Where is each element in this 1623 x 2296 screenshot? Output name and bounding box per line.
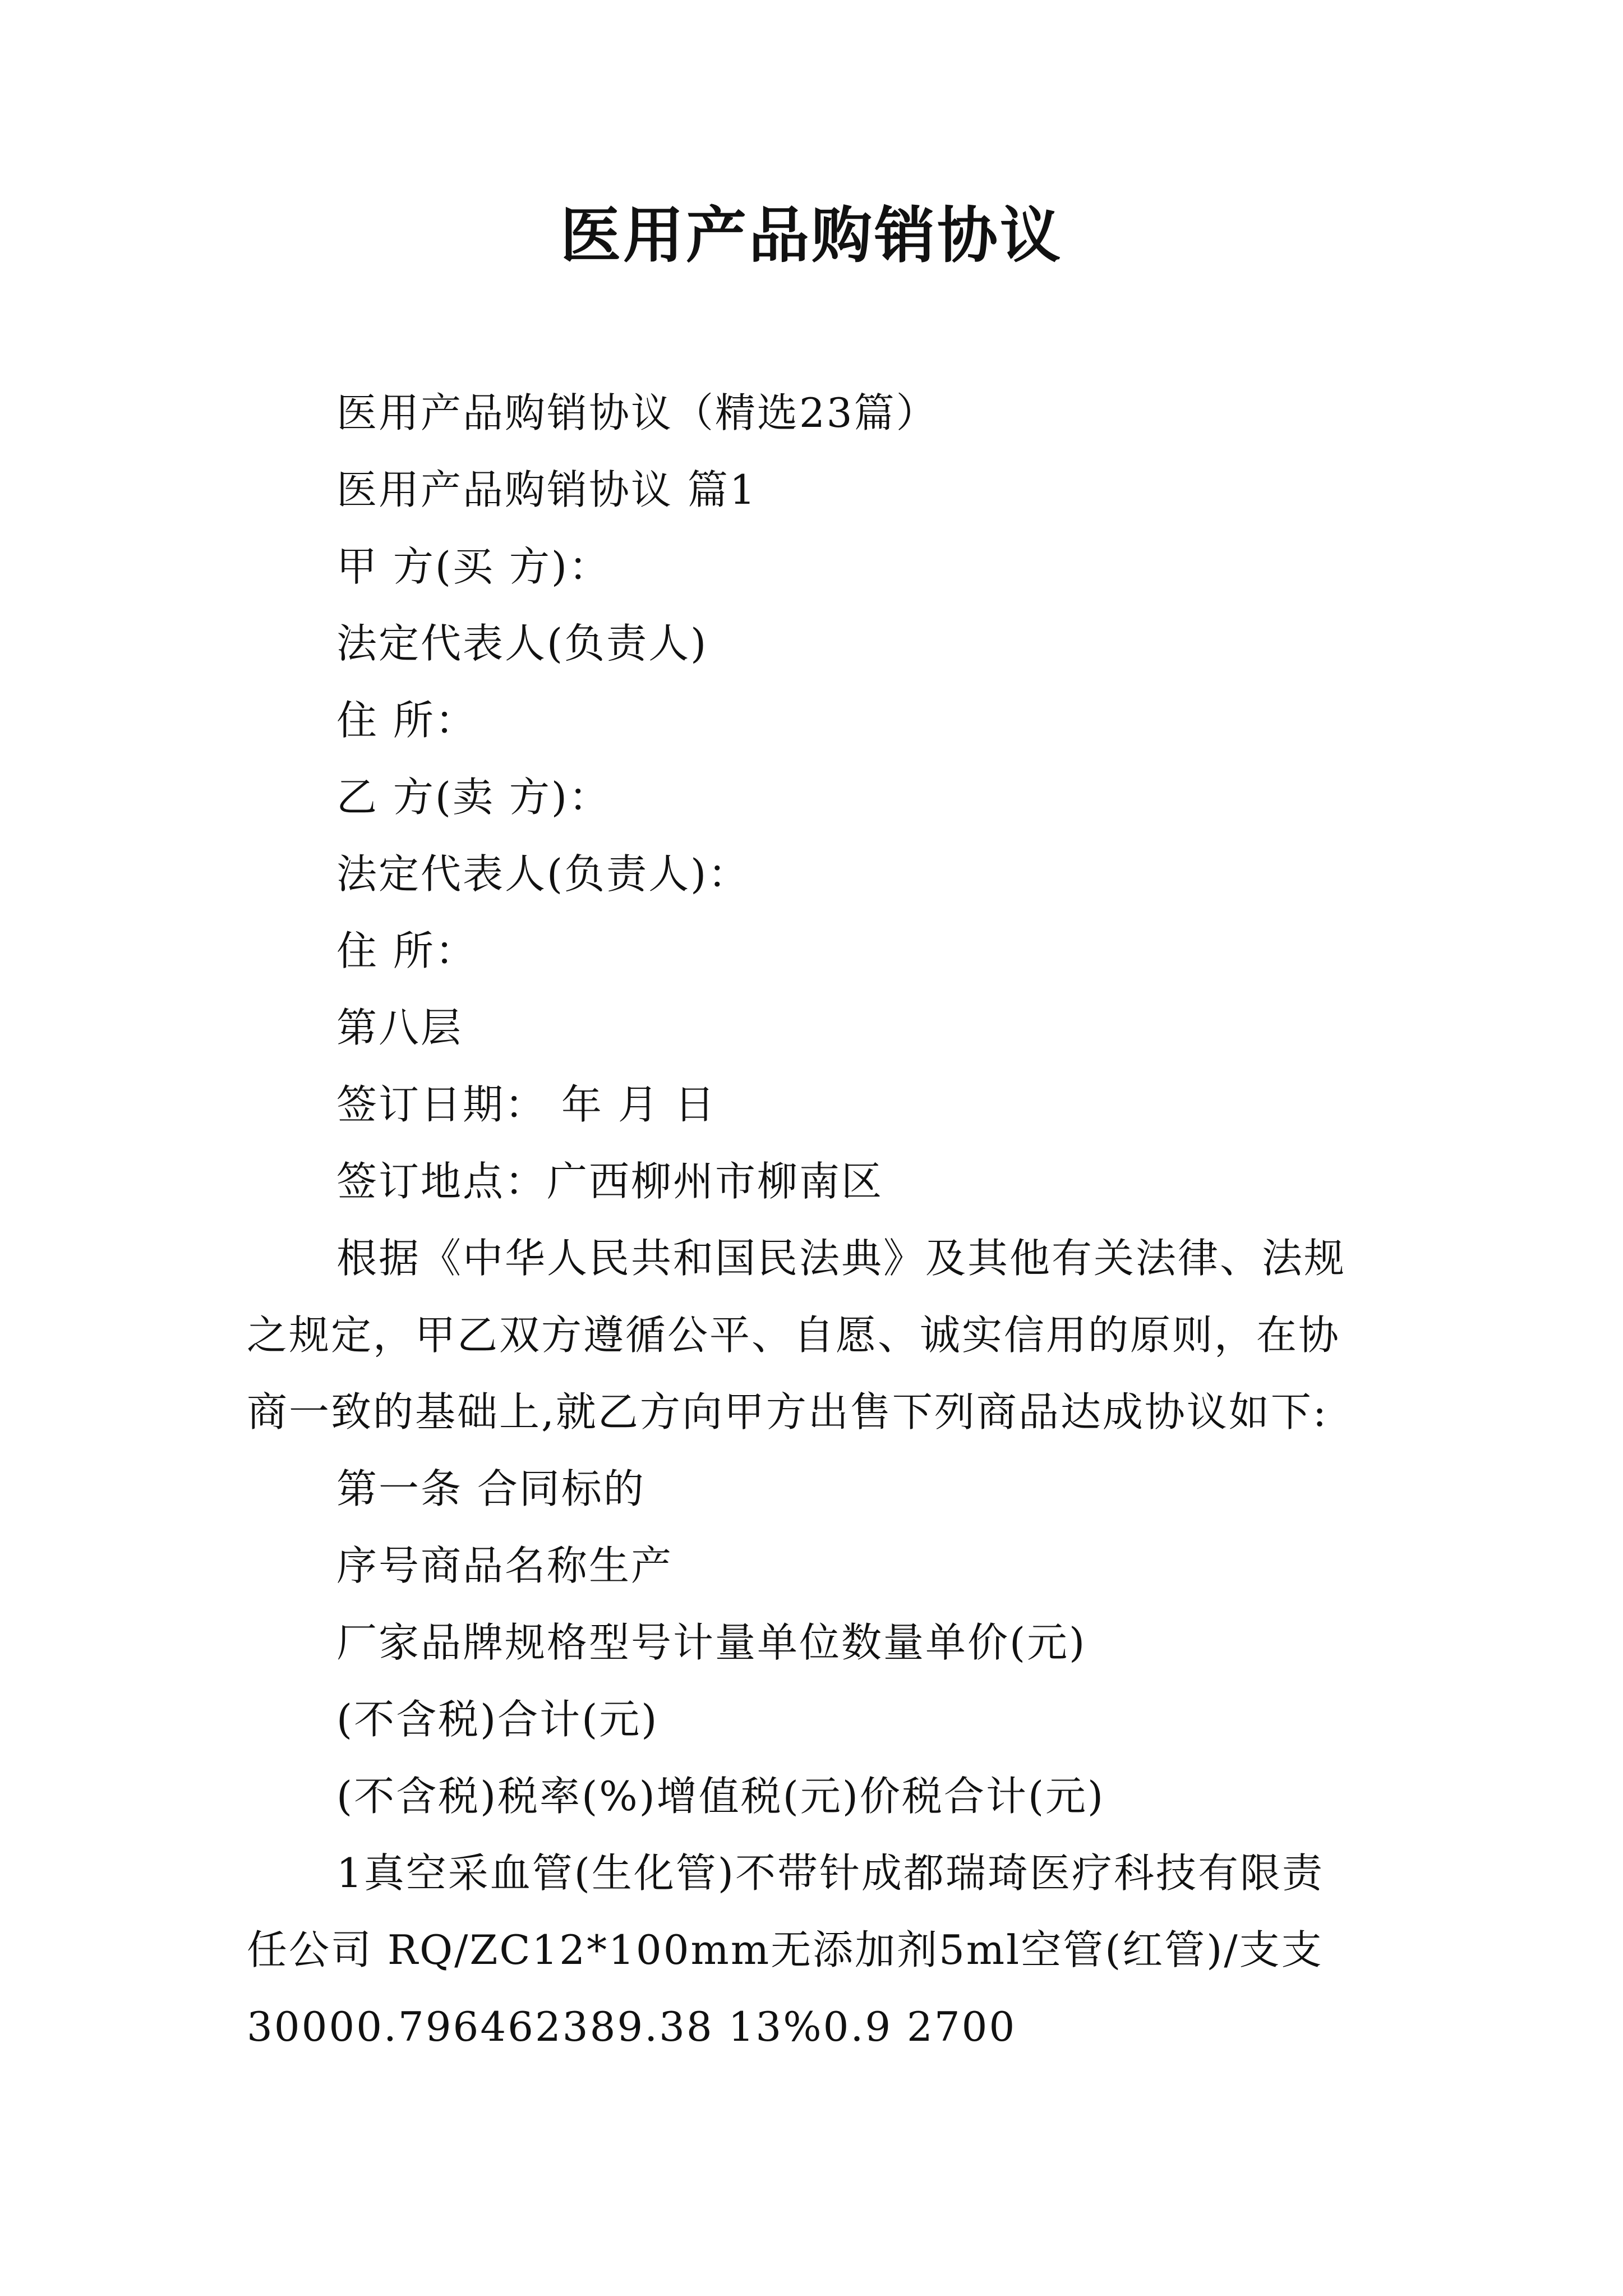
paragraph-line: 之规定，甲乙双方遵循公平、自愿、诚实信用的原则，在协	[247, 1312, 1341, 1359]
paragraph-line: (不含税)税率(%)增值税(元)价税合计(元)	[336, 1773, 1105, 1820]
paragraph-line: 任公司 RQ/ZC12*100mm无添加剂5ml空管(红管)/支支	[247, 1926, 1324, 1973]
paragraph-line: 甲 方(买 方)：	[336, 543, 611, 590]
paragraph-line: 法定代表人(负责人)	[336, 620, 708, 667]
paragraph-line: 医用产品购销协议（精选23篇）	[336, 389, 938, 436]
paragraph-line: 第一条 合同标的	[336, 1465, 645, 1512]
paragraph-line: 住 所：	[336, 697, 477, 744]
paragraph-line: 住 所：	[336, 927, 477, 974]
paragraph-line: 医用产品购销协议 篇1	[336, 466, 757, 513]
paragraph-line: 30000.796462389.38 13%0.9 2700	[247, 2003, 1017, 2050]
paragraph-line: 签订地点：广西柳州市柳南区	[336, 1158, 884, 1205]
paragraph-line: 1真空采血管(生化管)不带针成都瑞琦医疗科技有限责	[336, 1849, 1324, 1897]
paragraph-line: 签订日期： 年 月 日	[336, 1081, 717, 1128]
paragraph-line: 序号商品名称生产	[336, 1542, 674, 1589]
paragraph-line: (不含税)合计(元)	[336, 1696, 659, 1743]
paragraph-line: 乙 方(卖 方)：	[336, 774, 611, 821]
paragraph-line: 第八层	[336, 1004, 463, 1051]
paragraph-line: 法定代表人(负责人)：	[336, 850, 750, 898]
document-title: 医用产品购销协议	[560, 200, 1063, 271]
paragraph-line: 根据《中华人民共和国民法典》及其他有关法律、法规	[336, 1235, 1347, 1282]
paragraph-line: 厂家品牌规格型号计量单位数量单价(元)	[336, 1619, 1087, 1666]
paragraph-line: 商一致的基础上,就乙方向甲方出售下列商品达成协议如下:	[247, 1388, 1329, 1435]
document-body	[247, 375, 1380, 2065]
